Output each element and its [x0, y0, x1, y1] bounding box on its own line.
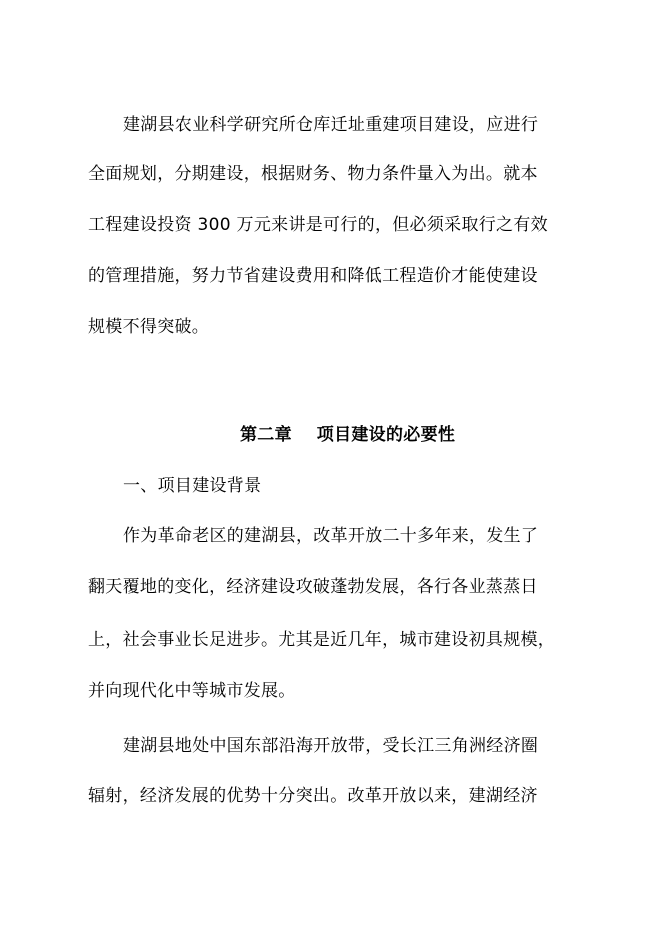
paragraph1-line-5: 规模不得突破。 — [88, 317, 210, 337]
paragraph1-line-1: 建湖县农业科学研究所仓库迁址重建项目建设，应进行 — [123, 115, 539, 135]
paragraph1-line-3: 工程建设投资 300 万元来讲是可行的，但必须采取行之有效 — [88, 215, 548, 235]
paragraph2-line-4: 并向现代化中等城市发展。 — [88, 681, 296, 701]
paragraph2-line-2: 翻天覆地的变化，经济建设攻破蓬勃发展，各行各业蒸蒸日 — [88, 577, 538, 597]
paragraph3-line-2: 辐射，经济发展的优势十分突出。改革开放以来，建湖经济 — [88, 786, 538, 806]
paragraph1-line-2: 全面规划，分期建设，根据财务、物力条件量入为出。就本 — [88, 164, 538, 184]
section-heading: 一、项目建设背景 — [123, 476, 262, 496]
paragraph2-line-1: 作为革命老区的建湖县，改革开放二十多年来，发生了 — [123, 526, 539, 546]
paragraph2-line-3: 上，社会事业长足进步。尤其是近几年，城市建设初具规模， — [88, 630, 556, 650]
chapter-heading: 第二章 项目建设的必要性 — [240, 425, 456, 445]
paragraph3-line-1: 建湖县地处中国东部沿海开放带，受长江三角洲经济圈 — [123, 736, 539, 756]
paragraph1-line-4: 的管理措施，努力节省建设费用和降低工程造价才能使建设 — [88, 266, 538, 286]
